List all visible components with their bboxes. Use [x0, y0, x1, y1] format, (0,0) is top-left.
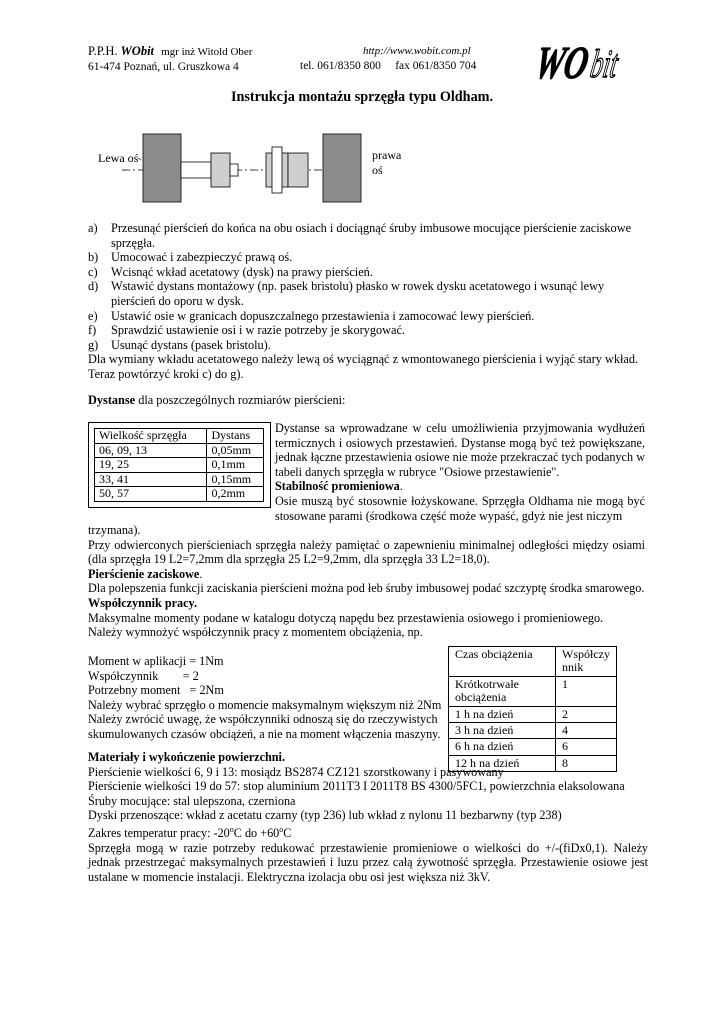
step-c: [88, 265, 648, 280]
factor-text-3: Należy wybrać sprzęgło o momencie maksymalnym większym niż 2Nm: [88, 697, 442, 712]
material-item: Śruby mocujące: stal ulepszona, czerniona: [88, 793, 296, 808]
left-hub: [143, 134, 181, 202]
step-e: [88, 309, 648, 324]
step-letter: f): [88, 323, 97, 338]
cell-factor: 4: [556, 723, 617, 739]
step-letter: d): [88, 279, 99, 294]
cell-spacer: 0,1mm: [207, 458, 264, 473]
step-letter: g): [88, 337, 99, 352]
temp-suffix: C: [283, 826, 292, 841]
radial-text-1: Osie muszą być stosownie łożyskowane. Sprzęgła Oldhama nie mogą być stosowane parami (środkowa część może wypaść, gdyż nie jest niczym: [275, 493, 645, 523]
left-axis-label: Lewa oś: [98, 151, 139, 165]
phone: tel. 061/8350 800: [300, 60, 381, 72]
material-item: Pierścienie wielkości 19 do 57: stop aluminium 2011T3 I 2011T8 BS 4300/5FC1, powierzchnia elaksolowana: [88, 779, 625, 794]
radial-heading-line: [275, 479, 645, 494]
cell-size: 19, 25: [95, 458, 207, 473]
cell-spacer: 0,2mm: [207, 487, 264, 502]
temp-mid: C do +60: [233, 826, 280, 841]
company-name: WObit: [120, 44, 155, 58]
factor-text-1: Maksymalne momenty podane w katalogu dotyczą napędu bez przestawienia osiowego i promieniowego.: [88, 610, 604, 625]
material-item: Dyski przenoszące: wkład z acetatu czarny (typ 236) lub wkład z nylonu 11 bezbarwny (typ 238): [88, 808, 562, 823]
table-row: [449, 676, 617, 706]
step-text: Ustawić osie w granicach dopuszczalnego przestawienia i zamocować lewy pierścień.: [111, 308, 535, 323]
material-item: Pierścienie wielkości 6, 9 i 13: mosiądz BS2874 CZ121 szorstkowany i pasywowany: [88, 764, 504, 779]
company-address: 61-474 Poznań, ul. Gruszkowa 4: [88, 61, 239, 73]
cell-spacer: 0,15mm: [207, 472, 264, 487]
table-header-row: [449, 647, 617, 677]
step-text: Sprawdzić ustawienie osi i w razie potrzeby je skorygować.: [111, 323, 406, 338]
clamp-heading: Pierścienie zaciskowe: [88, 566, 200, 581]
logo-bit: bit: [587, 42, 622, 87]
cell-factor: 6: [556, 739, 617, 755]
header-factor-line2: nnik: [562, 660, 584, 675]
table-row: [95, 472, 264, 487]
cell-size: 06, 09, 13: [95, 443, 207, 458]
cell-factor: 8: [556, 755, 617, 771]
coupling-diagram: [88, 125, 428, 210]
company-prefix: P.P.H.: [88, 44, 118, 58]
step-text: Przesunąć pierścień do końca na obu osiach i dociągnąć śruby imbusowe mocujące pierścienie zaciskowe sprzęgła.: [111, 221, 632, 250]
table-row: [95, 443, 264, 458]
owner-name: mgr inż Witold Ober: [161, 46, 253, 58]
step-d: [88, 279, 648, 308]
company-contacts: [300, 59, 476, 74]
factor-heading: Współczynnik pracy.: [88, 595, 198, 610]
step-text: Wstawić dystans montażowy (np. pasek bristolu) płasko w rowek dysku acetatowego i wsunąć lewy pierścień do oporu w dysk.: [111, 279, 605, 308]
table-row: [95, 458, 264, 473]
company-url[interactable]: http://www.wobit.com.pl: [363, 45, 471, 57]
radial-text-3: Przy odwierconych pierścieniach sprzęgła należy pamiętać o zapewnieniu minimalnej odległości między osiami (dla sprzęgła 19 L2=7,2mm dla sprzęgła 25 L2=9,2mm, dla sprzęgła 33 L2=18,0).: [88, 537, 645, 567]
cell-size: 33, 41: [95, 472, 207, 487]
cell-load-time: 1 h na dzień: [449, 706, 556, 722]
step-text: Wcisnąć wkład acetatowy (dysk) na prawy pierścień.: [111, 264, 373, 279]
left-stub: [230, 164, 238, 176]
header-factor: [556, 647, 617, 677]
radial-heading-dot: .: [399, 479, 403, 494]
right-axis-label-2: oś: [372, 163, 383, 177]
spacer-table: [94, 428, 264, 502]
disc-tongue: [272, 147, 282, 193]
step-text: Usunąć dystans (pasek bristolu).: [111, 337, 271, 352]
page-title: Instrukcja montażu sprzęgła typu Oldham.: [230, 89, 494, 105]
company-logo: [530, 33, 641, 90]
clamp-heading-line: [88, 567, 645, 582]
cell-spacer: 0,05mm: [207, 443, 264, 458]
table-row: [449, 723, 617, 739]
factor-example: [88, 654, 443, 742]
logo-wo: WO: [530, 36, 594, 89]
step-letter: c): [88, 264, 98, 279]
factor-text-4: Należy zwrócić uwagę, że współczynniki odnoszą się do rzeczywistych skumulowanych czasów obciążeń, a nie na moment włączenia maszyny.: [88, 712, 441, 741]
header-size: Wielkość sprzęgła: [95, 429, 207, 444]
example-factor: Współczynnik = 2: [88, 668, 199, 683]
step-letter: a): [88, 221, 98, 235]
cell-load-time: 12 h na dzień: [449, 755, 556, 771]
cell-load-time: [449, 676, 556, 706]
cell-factor: 2: [556, 706, 617, 722]
temp-degree-2: o: [279, 824, 284, 834]
materials-section: [88, 750, 648, 884]
replace-note-1: Dla wymiany wkładu acetatowego należy lewą oś wyciągnąć z wmontowanego pierścienia i wyjąć stary wkład.: [88, 352, 639, 367]
header-factor-line1: Współczy: [562, 647, 610, 661]
final-text: Sprzęgła mogą w razie potrzeby redukować przestawienie promieniowe o wielkości do +/-(fiDx0,1). Należy jednak przestrzegać maksymalnych przestawień i luzu przez całą żywotność sprzęgła. Przestawienie osiowe jest ustalane w momencie instalacji. Elektryczna izolacja obu osi jest większa niż 3kV.: [88, 840, 648, 884]
mounting-steps: [88, 221, 648, 382]
materials-heading: Materiały i wykończenie powierzchni.: [88, 750, 285, 764]
spacers-text: Dystanse sa wprowadzane w celu umożliwienia przyjmowania wydłużeń termicznych i osiowych przestawień. Dystanse mogą być też powiększane, jednak łączne przestawienia osiowe nie może przekraczać tych podanych w tabeli danych sprzęgła w rubryce "Osiowe przestawienie".: [275, 421, 645, 479]
right-ring: [288, 153, 308, 187]
step-letter: b): [88, 250, 99, 265]
header-load-time: Czas obciążenia: [449, 647, 556, 677]
step-a: [88, 221, 648, 250]
temp-degree-1: o: [229, 824, 234, 834]
step-f: [88, 323, 648, 338]
table-row: [95, 487, 264, 502]
left-ring: [211, 153, 230, 187]
clamp-heading-dot: .: [199, 566, 203, 581]
step-text: Umocować i zabezpieczyć prawą oś.: [111, 250, 293, 265]
cell-line1: Krótkotrwałe: [455, 676, 519, 691]
step-g: [88, 338, 648, 353]
left-label-leader: [138, 158, 141, 160]
step-b: [88, 250, 648, 265]
spacers-heading-bold: Dystanse: [88, 393, 136, 407]
replace-note-2: Teraz powtórzyć kroki c) do g).: [88, 366, 244, 381]
temperature-range: [88, 823, 648, 841]
fax: fax 061/8350 704: [395, 60, 477, 72]
cell-factor: 1: [556, 676, 617, 706]
cell-load-time: 6 h na dzień: [449, 739, 556, 755]
example-moment: Moment w aplikacji = 1Nm: [88, 654, 224, 668]
radial-text-2: trzymana).: [88, 523, 141, 537]
step-letter: e): [88, 308, 98, 323]
factor-text-2: Należy wymnożyć współczynnik pracy z momentem obciążenia, np.: [88, 625, 423, 640]
spacers-description: [275, 421, 645, 523]
right-axis-label-1: prawa: [372, 148, 402, 162]
cell-load-time: 3 h na dzień: [449, 723, 556, 739]
table-header-row: [95, 429, 264, 444]
clamp-text: Dla polepszenia funkcji zaciskania pierścieni można pod łeb śruby imbusowej podać szczyptę środka smarowego.: [88, 581, 645, 596]
radial-heading: Stabilność promieniowa: [275, 479, 400, 494]
right-hub: [323, 134, 361, 202]
temp-prefix: Zakres temperatur pracy: -20: [88, 826, 230, 841]
cell-size: 50, 57: [95, 487, 207, 502]
spacers-heading: [88, 393, 648, 408]
table-row: [449, 706, 617, 722]
example-required: Potrzebny moment = 2Nm: [88, 683, 224, 698]
spacer-table-frame: [88, 422, 271, 508]
main-text: [88, 523, 645, 640]
header-spacer: Dystans: [207, 429, 264, 444]
cell-line2: obciążenia: [455, 690, 507, 705]
left-shaft: [181, 162, 211, 178]
spacers-heading-rest: dla poszczególnych rozmiarów pierścieni:: [135, 393, 346, 407]
